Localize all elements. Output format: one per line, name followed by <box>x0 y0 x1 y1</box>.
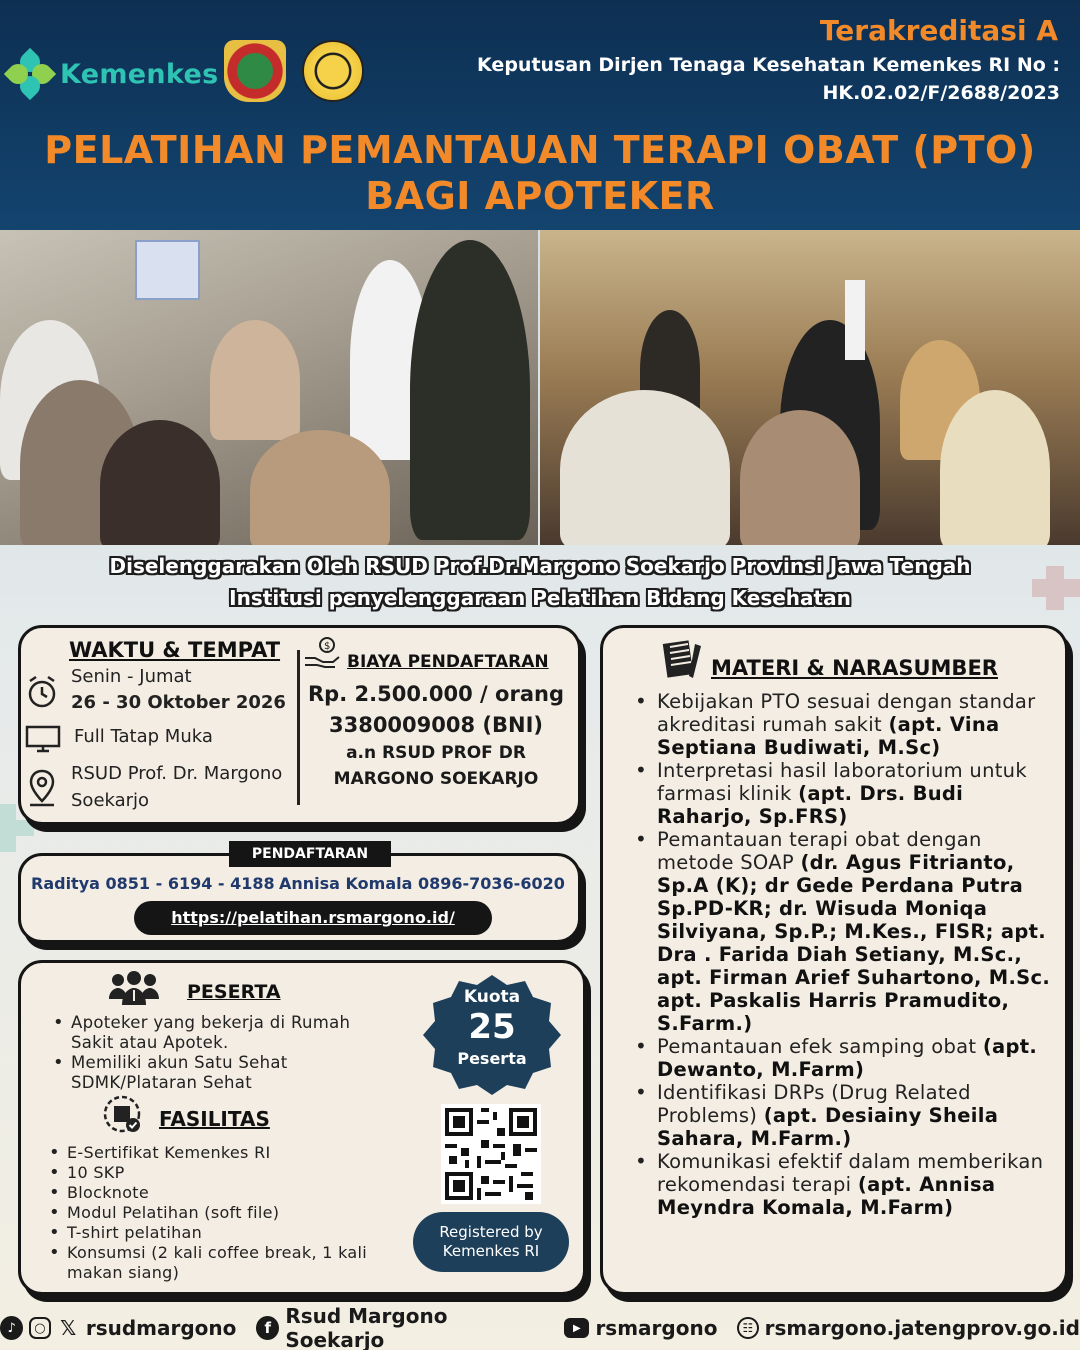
jawa-tengah-emblem-icon <box>224 40 286 102</box>
fee-title: BIAYA PENDAFTARAN <box>347 652 549 672</box>
facilities-title: FASILITAS <box>159 1107 270 1131</box>
schedule-title: WAKTU & TEMPAT <box>69 638 281 662</box>
list-item: • Pemantauan terapi obat dengan metode SOAP (dr. Agus Fitrianto, Sp.A (K); dr Gede Perdana Putra Sp.PD-KR; dr. Wisuda Moniqa Silviyana, Sp.P.; M.Kes., FISR; apt. Dra . Farida Diah Setiany, M.Sc., apt. Firman Arief Suhartono, M.Sc. apt. Paskalis Harris Pramudito, S.Farm.) <box>631 828 1061 1035</box>
registration-qr-code[interactable] <box>441 1104 541 1204</box>
location-pin-icon <box>27 768 57 812</box>
contact-annisa[interactable]: Annisa Komala 0896-7036-6020 <box>279 874 565 893</box>
youtube-handle[interactable]: rsmargono <box>595 1316 718 1340</box>
venue-line-2: Soekarjo <box>71 790 150 811</box>
quota-unit: Peserta <box>457 1049 527 1068</box>
participants-list <box>51 1013 391 1093</box>
list-item: • Interpretasi hasil laboratorium untuk farmasi klinik (apt. Drs. Budi Raharjo, Sp.FRS) <box>631 759 1061 828</box>
facebook-name[interactable]: Rsud Margono Soekarjo <box>285 1304 448 1350</box>
divider <box>297 650 300 805</box>
schedule-days: Senin - Jumat <box>71 666 192 687</box>
website-url[interactable]: rsmargono.jatengprov.go.id <box>764 1316 1080 1340</box>
kemenkes-flower-icon <box>8 52 52 96</box>
header-banner <box>0 0 1080 230</box>
training-photo-left <box>0 230 538 545</box>
schedule-card <box>18 625 581 825</box>
kemenkes-logo <box>8 52 218 96</box>
quota-number: 25 <box>468 1007 516 1047</box>
people-group-icon <box>107 969 161 1011</box>
registered-badge <box>413 1212 569 1272</box>
registration-title: PENDAFTARAN <box>229 841 391 867</box>
quota-label: Kuota <box>463 987 521 1007</box>
decree-line-1: Keputusan Dirjen Tenaga Kesehatan Kemenkes RI No : <box>477 54 1060 76</box>
registered-line-1: Registered by <box>439 1223 543 1241</box>
instagram-icon[interactable]: ○ <box>29 1317 50 1339</box>
organizer-line-1: Diselenggarakan Oleh RSUD Prof.Dr.Margono Soekarjo Provinsi Jawa Tengah <box>109 554 971 578</box>
list-item: • Komunikasi efektif dalam memberikan rekomendasi terapi (apt. Annisa Meyndra Komala, M.Farm) <box>631 1150 1061 1219</box>
youtube-icon[interactable]: ▶ <box>564 1318 589 1338</box>
venue-line-1: RSUD Prof. Dr. Margono <box>71 763 283 784</box>
kemenkes-wordmark: Kemenkes <box>60 58 219 90</box>
fee-price: Rp. 2.500.000 / orang <box>308 682 564 706</box>
accreditation-label: Terakreditasi A <box>819 14 1058 47</box>
list-item: • Pemantauan efek samping obat (apt. Dewanto, M.Farm) <box>631 1035 1061 1081</box>
alarm-clock-icon <box>27 675 57 713</box>
organizer-line-2: Institusi penyelenggaraan Pelatihan Bidang Kesehatan <box>229 586 851 610</box>
decorative-cross-icon <box>1032 566 1080 610</box>
x-twitter-icon[interactable]: 𝕏 <box>60 1316 77 1340</box>
facility-box-icon <box>101 1093 143 1139</box>
materials-title: MATERI & NARASUMBER <box>711 656 998 680</box>
list-item: • 10 SKP <box>47 1163 407 1183</box>
schedule-dates: 26 - 30 Oktober 2026 <box>71 692 286 713</box>
svg-text:$: $ <box>324 641 331 652</box>
social-handle[interactable]: rsudmargono <box>85 1316 237 1340</box>
list-item: • T-shirt pelatihan <box>47 1223 407 1243</box>
list-item: • E-Sertifikat Kemenkes RI <box>47 1143 407 1163</box>
fee-account: 3380009008 (BNI) <box>328 713 544 737</box>
registered-line-2: Kemenkes RI <box>442 1242 540 1260</box>
quota-badge <box>417 975 567 1095</box>
facilities-list <box>47 1143 407 1283</box>
fee-holder-line-1: a.n RSUD PROF DR <box>346 743 526 763</box>
list-item: • Kebijakan PTO sesuai dengan standar akreditasi rumah sakit (apt. Vina Septiana Budiwati, M.Sc) <box>631 690 1061 759</box>
registration-link[interactable]: https://pelatihan.rsmargono.id/ <box>134 901 492 935</box>
decree-line-2: HK.02.02/F/2688/2023 <box>822 82 1060 104</box>
materials-list <box>631 690 1061 1219</box>
schedule-mode: Full Tatap Muka <box>74 726 213 747</box>
list-item: • Memiliki akun Satu Sehat SDMK/Plataran Sehat <box>51 1053 391 1093</box>
fee-holder-line-2: MARGONO SOEKARJO <box>333 769 539 789</box>
materials-card <box>600 625 1068 1295</box>
list-item: • Konsumsi (2 kali coffee break, 1 kali makan siang) <box>47 1243 407 1283</box>
tiktok-icon[interactable]: ♪ <box>0 1316 23 1340</box>
page-title-line-2: BAGI APOTEKER <box>365 174 715 218</box>
footer-social <box>0 1304 1080 1350</box>
monitor-icon <box>25 725 61 757</box>
notebook-pen-icon <box>661 638 705 686</box>
globe-icon[interactable]: ☷ <box>737 1317 758 1339</box>
training-photo-right <box>540 230 1080 545</box>
facebook-icon[interactable]: f <box>256 1316 279 1340</box>
participants-title: PESERTA <box>187 981 281 1003</box>
list-item: • Apoteker yang bekerja di Rumah Sakit atau Apotek. <box>51 1013 391 1053</box>
contact-raditya[interactable]: Raditya 0851 - 6194 - 4188 <box>31 874 275 893</box>
rsud-margono-seal-icon <box>302 40 364 102</box>
list-item: • Modul Pelatihan (soft file) <box>47 1203 407 1223</box>
page-title-line-1: PELATIHAN PEMANTAUAN TERAPI OBAT (PTO) <box>44 128 1036 172</box>
money-hand-icon <box>303 636 343 672</box>
list-item: • Blocknote <box>47 1183 407 1203</box>
list-item: • Identifikasi DRPs (Drug Related Problems) (apt. Desiainy Sheila Sahara, M.Farm.) <box>631 1081 1061 1150</box>
